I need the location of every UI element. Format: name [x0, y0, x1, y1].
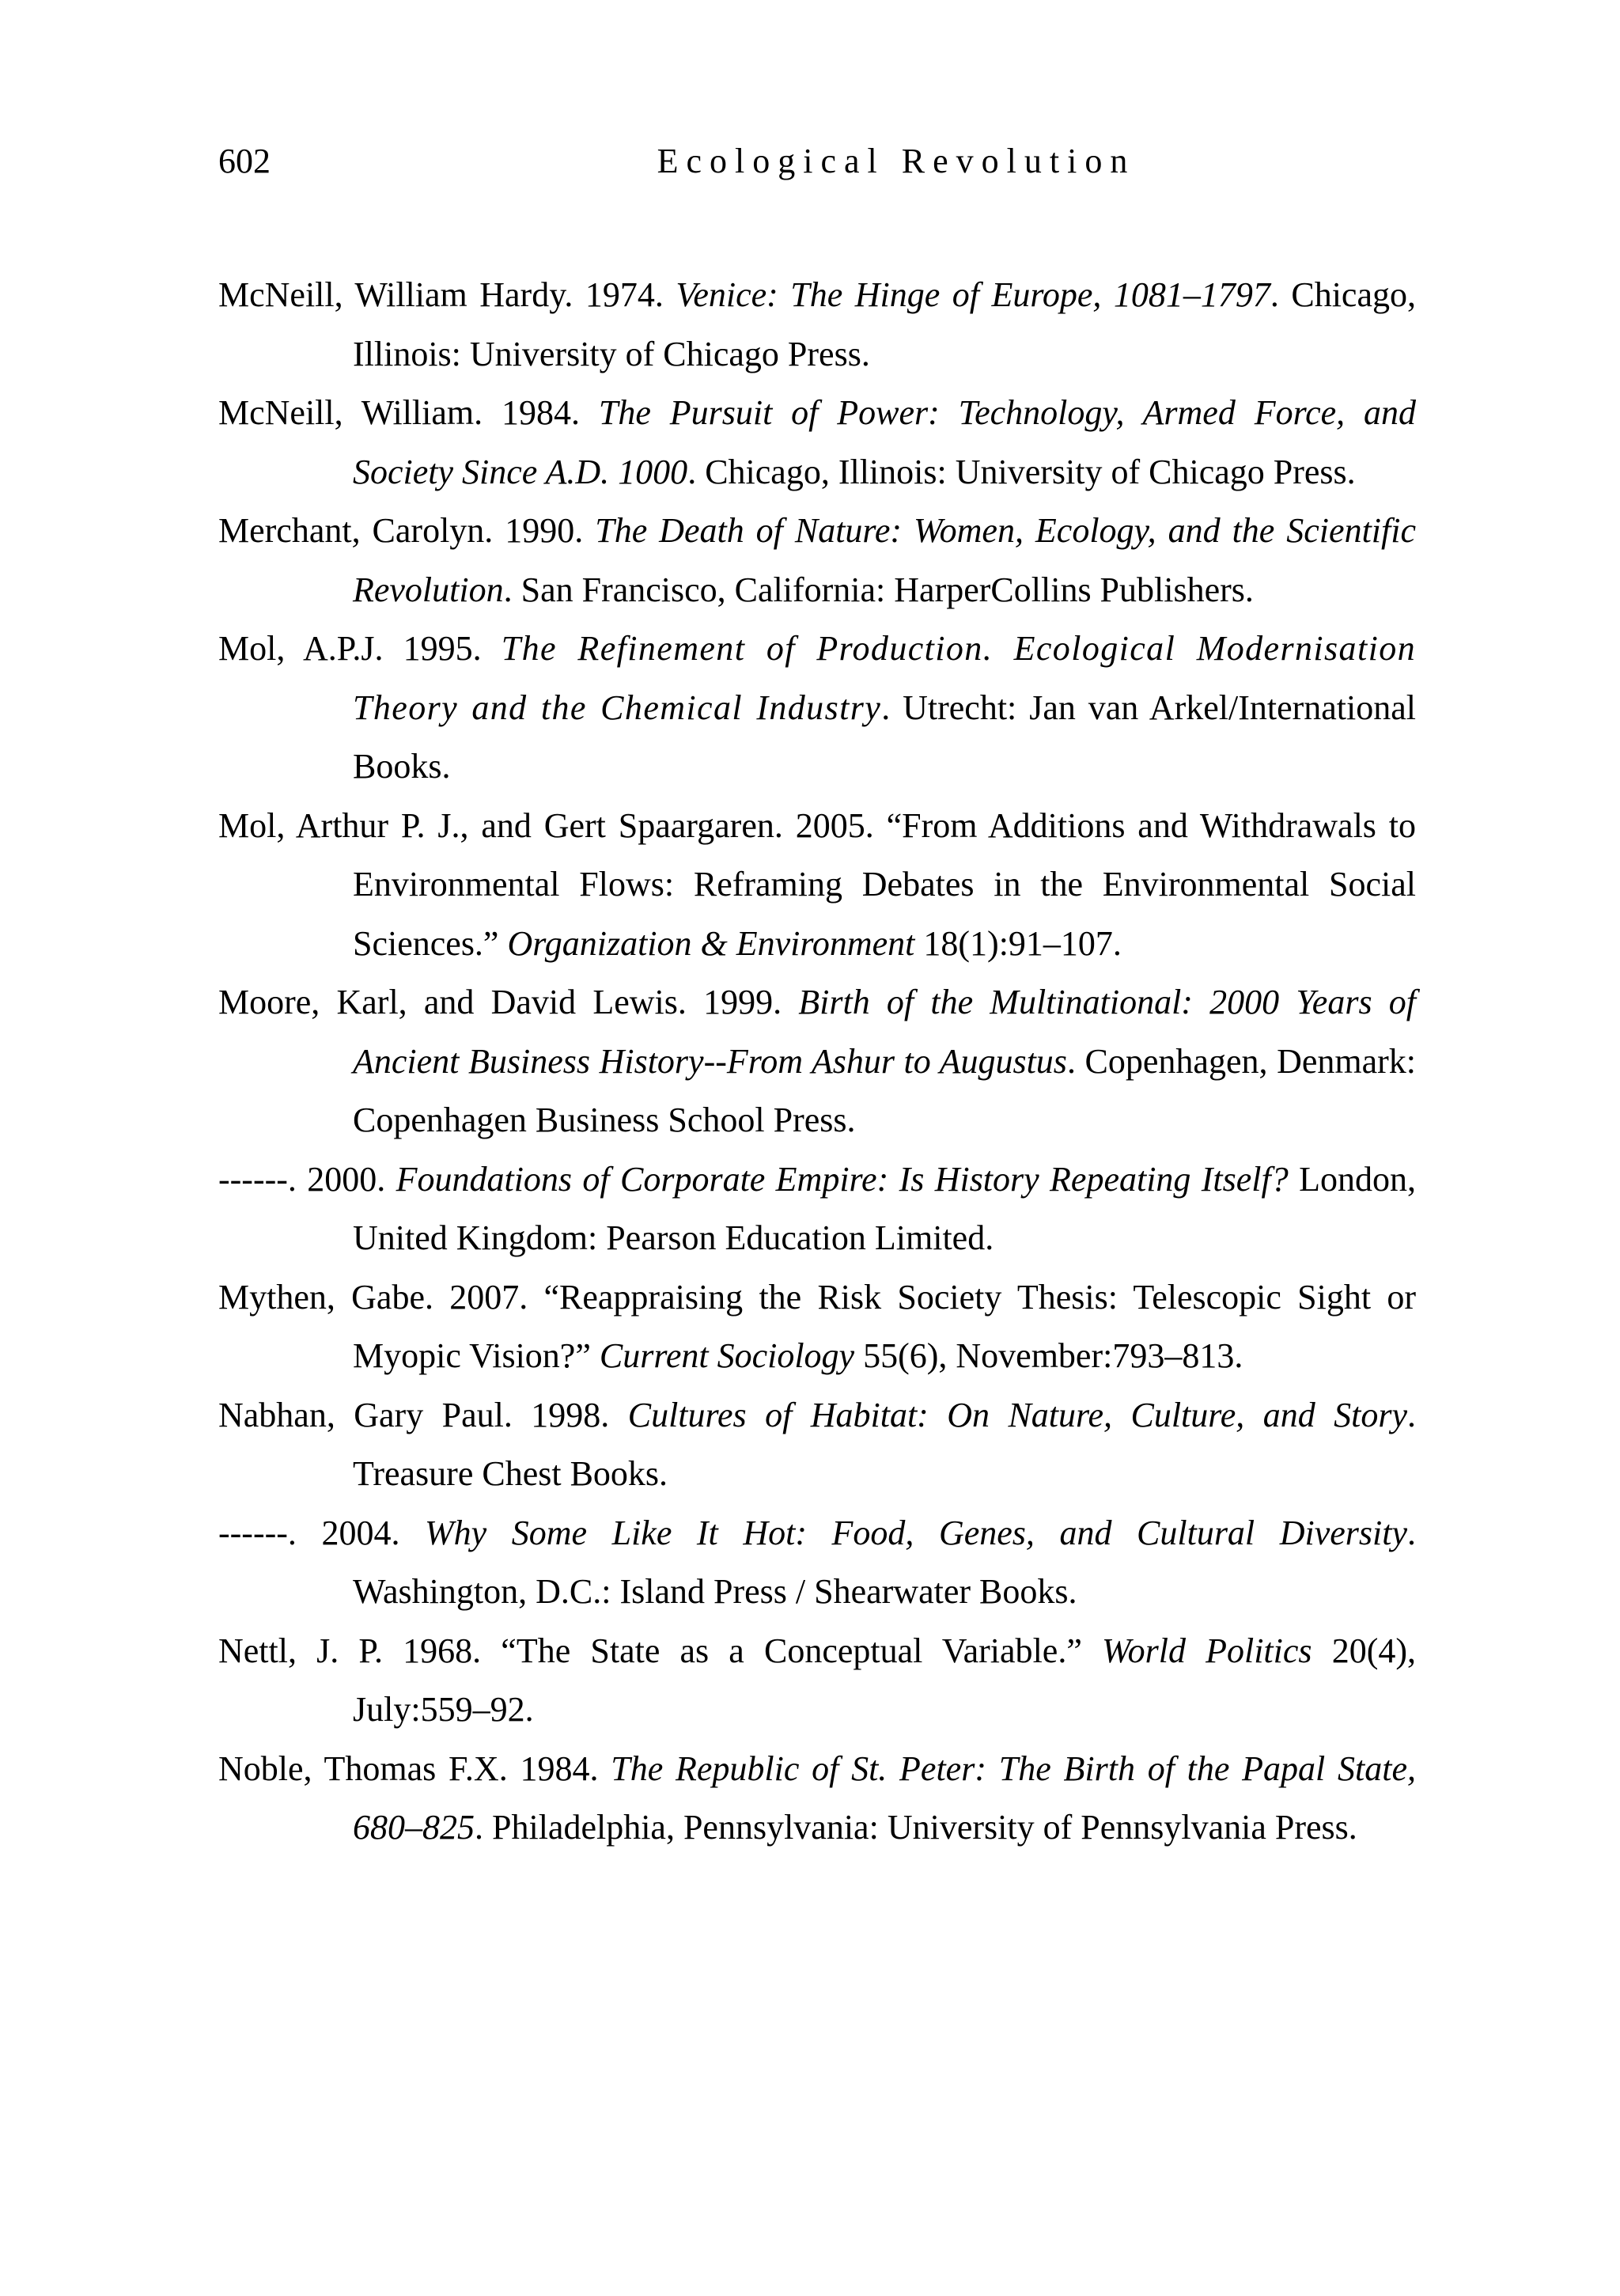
reference-title: Current Sociology	[599, 1336, 855, 1375]
reference-lead: Merchant, Carolyn. 1990.	[218, 511, 596, 550]
running-head	[218, 136, 1416, 187]
reference-title: Foundations of Corporate Empire: Is History Repeating Itself?	[396, 1159, 1289, 1199]
reference-title: The Refinement of Production. Ecological Modernisation Theory and the Chemical Industry	[353, 629, 1417, 727]
reference-entry	[218, 266, 1416, 384]
reference-entry	[218, 1622, 1416, 1740]
reference-lead: Mythen, Gabe. 2007. “Reappraising the Risk Society Thesis: Telescopic Sight or Myopic Vision?”	[218, 1277, 1416, 1375]
reference-entry	[218, 1268, 1416, 1386]
reference-tail: . Washington, D.C.: Island Press / Shearwater Books.	[353, 1513, 1416, 1611]
reference-entry	[218, 797, 1416, 974]
reference-tail: London, United Kingdom: Pearson Education Limited.	[353, 1159, 1416, 1257]
reference-tail: . Philadelphia, Pennsylvania: University of Pennsylvania Press.	[475, 1808, 1357, 1847]
reference-tail: . Copenhagen, Denmark: Copenhagen Business School Press.	[353, 1041, 1417, 1139]
reference-lead: ------. 2000.	[218, 1159, 396, 1199]
reference-lead: Mol, A.P.J. 1995.	[218, 629, 502, 668]
reference-title: World Politics	[1102, 1631, 1312, 1670]
reference-list	[218, 266, 1416, 1858]
reference-tail: 18(1):91–107.	[914, 923, 1122, 963]
reference-lead: Noble, Thomas F.X. 1984.	[218, 1749, 611, 1788]
reference-tail: . Treasure Chest Books.	[353, 1395, 1417, 1493]
reference-lead: Nabhan, Gary Paul. 1998.	[218, 1395, 628, 1434]
reference-lead: Mol, Arthur P. J., and Gert Spaargaren. 2005. “From Additions and Withdrawals to Environmental Flows: Reframing Debates in the Environmental Social Sciences.”	[218, 805, 1416, 963]
reference-tail: 55(6), November:793–813.	[854, 1336, 1243, 1375]
reference-tail: . San Francisco, California: HarperCollins Publishers.	[503, 570, 1254, 609]
reference-entry	[218, 1740, 1416, 1858]
reference-tail: 20(4), July:559–92.	[353, 1631, 1417, 1729]
reference-lead: ------. 2004.	[218, 1513, 426, 1552]
reference-lead: Nettl, J. P. 1968. “The State as a Conceptual Variable.”	[218, 1631, 1102, 1670]
reference-title: Venice: The Hinge of Europe, 1081–1797	[676, 275, 1270, 314]
reference-lead: McNeill, William. 1984.	[218, 393, 599, 432]
reference-tail: . Utrecht: Jan van Arkel/International Books.	[353, 688, 1416, 786]
reference-lead: McNeill, William Hardy. 1974.	[218, 275, 676, 314]
reference-title: The Republic of St. Peter: The Birth of the Papal State, 680–825	[353, 1749, 1416, 1847]
reference-entry	[218, 1504, 1416, 1622]
reference-title: Organization & Environment	[507, 923, 915, 963]
reference-tail: . Chicago, Illinois: University of Chicago Press.	[687, 452, 1356, 491]
running-title: Ecological Revolution	[657, 142, 1136, 180]
reference-lead: Moore, Karl, and David Lewis. 1999.	[218, 983, 799, 1021]
reference-title: The Death of Nature: Women, Ecology, and the Scientific Revolution	[353, 511, 1416, 609]
reference-entry	[218, 1150, 1416, 1268]
reference-entry	[218, 1386, 1416, 1504]
reference-entry	[218, 502, 1416, 619]
reference-tail: . Chicago, Illinois: University of Chicago Press.	[353, 275, 1416, 373]
reference-title: Why Some Like It Hot: Food, Genes, and Cultural Diversity	[425, 1513, 1407, 1552]
reference-title: The Pursuit of Power: Technology, Armed Force, and Society Since A.D. 1000	[353, 393, 1416, 491]
reference-entry	[218, 973, 1416, 1150]
reference-entry	[218, 619, 1416, 797]
reference-title: Birth of the Multinational: 2000 Years of Ancient Business History--From Ashur to Augustus	[353, 983, 1416, 1081]
page-number: 602	[218, 142, 271, 180]
reference-title: Cultures of Habitat: On Nature, Culture, and Story	[627, 1395, 1408, 1434]
reference-entry	[218, 384, 1416, 502]
